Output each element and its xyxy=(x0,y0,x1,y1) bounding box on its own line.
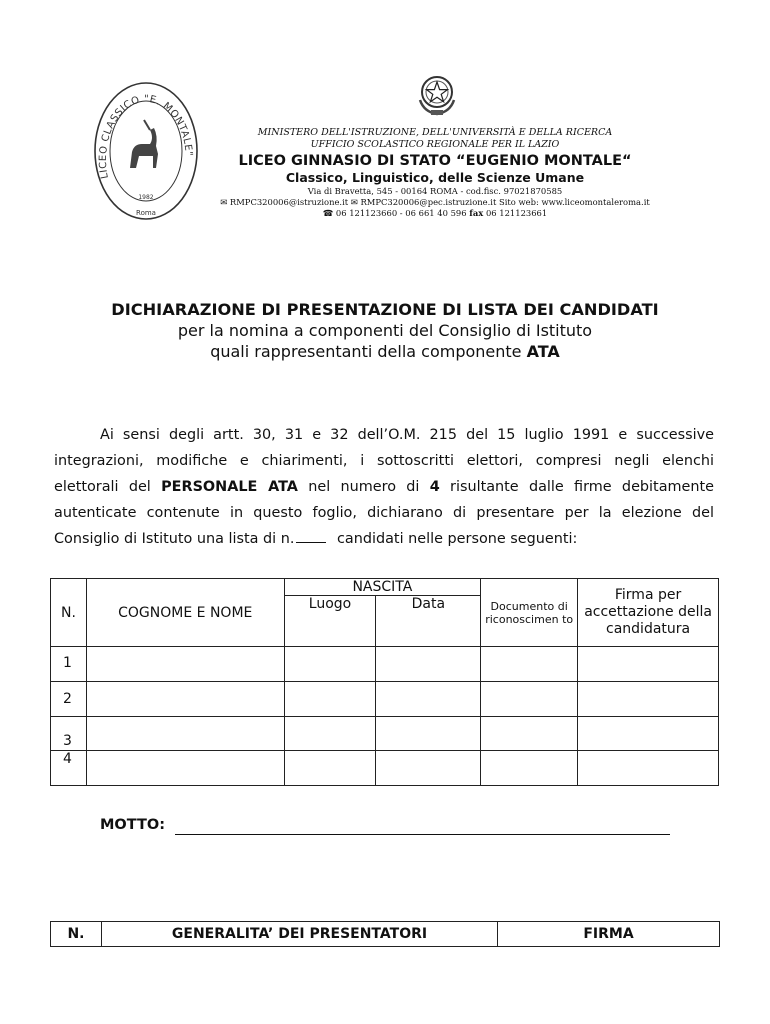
paragraph-line-2: integrazioni, modifiche e chiarimenti, i sottoscritti elettori, compresi negli elenchi xyxy=(54,453,714,469)
table-row xyxy=(51,682,719,717)
document-title: DICHIARAZIONE DI PRESENTAZIONE DI LISTA DEI CANDIDATI xyxy=(111,300,659,319)
paragraph-line-3 xyxy=(54,474,714,500)
paragraph-line-5 xyxy=(54,526,714,552)
col-header-document: Documento di riconoscimen to xyxy=(481,579,578,647)
office-line: UFFICIO SCOLASTICO REGIONALE PER IL LAZIO xyxy=(310,139,560,150)
candidates-table xyxy=(50,578,719,786)
personale-ata-bold: PERSONALE ATA xyxy=(161,479,298,495)
presenters-col-n: N. xyxy=(51,922,102,947)
row-number: 4 xyxy=(51,751,87,786)
fax-number: 06 121123661 xyxy=(483,208,548,218)
l3-a: elettorali del xyxy=(54,479,162,495)
number-bold: 4 xyxy=(429,479,440,495)
candidate-count-blank[interactable] xyxy=(296,532,326,543)
italian-republic-emblem xyxy=(416,70,458,118)
subtitle-2-bold: ATA xyxy=(526,342,560,361)
subtitle-2-text: quali rappresentanti della componente xyxy=(210,342,527,361)
cell-place[interactable] xyxy=(284,682,376,717)
l5-b: candidati nelle persone seguenti: xyxy=(332,531,578,547)
seal-city: Roma xyxy=(136,209,156,217)
cell-document[interactable] xyxy=(481,682,578,717)
document-subtitle-1: per la nomina a componenti del Consiglio di Istituto xyxy=(177,321,593,340)
paragraph-line-1: Ai sensi degli artt. 30, 31 e 32 dell’O.M. 215 del 15 luglio 1991 e successive xyxy=(100,427,714,443)
cell-name[interactable] xyxy=(86,682,284,717)
cell-place[interactable] xyxy=(284,751,376,786)
cell-signature[interactable] xyxy=(578,751,719,786)
cell-place[interactable] xyxy=(284,647,376,682)
col-header-name: COGNOME E NOME xyxy=(86,579,284,647)
document-subtitle-2 xyxy=(40,342,730,361)
cell-signature[interactable] xyxy=(578,682,719,717)
presenters-table xyxy=(50,921,720,947)
paragraph-line-4: autenticate contenute in questo foglio, dichiarano di presentare per la elezione del xyxy=(54,505,714,521)
cell-date[interactable] xyxy=(376,682,481,717)
cell-name[interactable] xyxy=(86,647,284,682)
row-number: 2 xyxy=(51,682,87,717)
declaration-paragraph xyxy=(54,422,714,552)
phone-line xyxy=(200,208,670,219)
col-header-birth: NASCITA xyxy=(284,579,481,596)
email-line: ✉ RMPC320006@istruzione.it ✉ RMPC320006@pec.istruzione.it Sito web: www.liceomontaleroma.it xyxy=(220,197,650,207)
motto-label: MOTTO: xyxy=(100,817,165,833)
col-header-signature: Firma per accettazione della candidatura xyxy=(578,579,719,647)
cell-name[interactable] xyxy=(86,717,284,751)
motto-input-line[interactable] xyxy=(175,834,670,835)
col-header-place: Luogo xyxy=(284,596,376,647)
school-seal-logo xyxy=(92,80,200,222)
cell-place[interactable] xyxy=(284,717,376,751)
seal-ring-text: LICEO CLASSICO "E. MONTALE" xyxy=(97,93,194,180)
cell-document[interactable] xyxy=(481,647,578,682)
phone-numbers: ☎ 06 121123660 - 06 661 40 596 xyxy=(322,208,470,218)
col-header-n: N. xyxy=(51,579,87,647)
cell-signature[interactable] xyxy=(578,717,719,751)
cell-date[interactable] xyxy=(376,751,481,786)
table-row xyxy=(51,751,719,786)
l3-e: risultante dalle firme debitamente xyxy=(439,479,714,495)
cell-signature[interactable] xyxy=(578,647,719,682)
cell-name[interactable] xyxy=(86,751,284,786)
school-subtitle: Classico, Linguistico, delle Scienze Umane xyxy=(285,170,585,185)
address-line: Via di Bravetta, 545 - 00164 ROMA - cod.fisc. 97021870585 xyxy=(307,186,563,196)
cell-date[interactable] xyxy=(376,647,481,682)
table-row xyxy=(51,647,719,682)
l5-a: Consiglio di Istituto una lista di n. xyxy=(54,531,295,547)
svg-text:LICEO CLASSICO "E. MONTALE" xyxy=(98,94,194,180)
ministry-line: MINISTERO DELL'ISTRUZIONE, DELL'UNIVERSITÀ E DELLA RICERCA xyxy=(257,127,613,138)
cell-document[interactable] xyxy=(481,751,578,786)
l3-c: nel numero di xyxy=(297,479,430,495)
seal-year: 1982 xyxy=(138,194,154,201)
school-name: LICEO GINNASIO DI STATO “EUGENIO MONTALE“ xyxy=(238,153,632,169)
table-row xyxy=(51,717,719,751)
fax-label: fax xyxy=(469,208,484,218)
cell-date[interactable] xyxy=(376,717,481,751)
cell-document[interactable] xyxy=(481,717,578,751)
row-number: 3 xyxy=(51,717,87,751)
row-number: 1 xyxy=(51,647,87,682)
presenters-col-generalities: GENERALITA’ DEI PRESENTATORI xyxy=(102,922,498,947)
presenters-col-signature: FIRMA xyxy=(498,922,720,947)
col-header-date: Data xyxy=(376,596,481,647)
